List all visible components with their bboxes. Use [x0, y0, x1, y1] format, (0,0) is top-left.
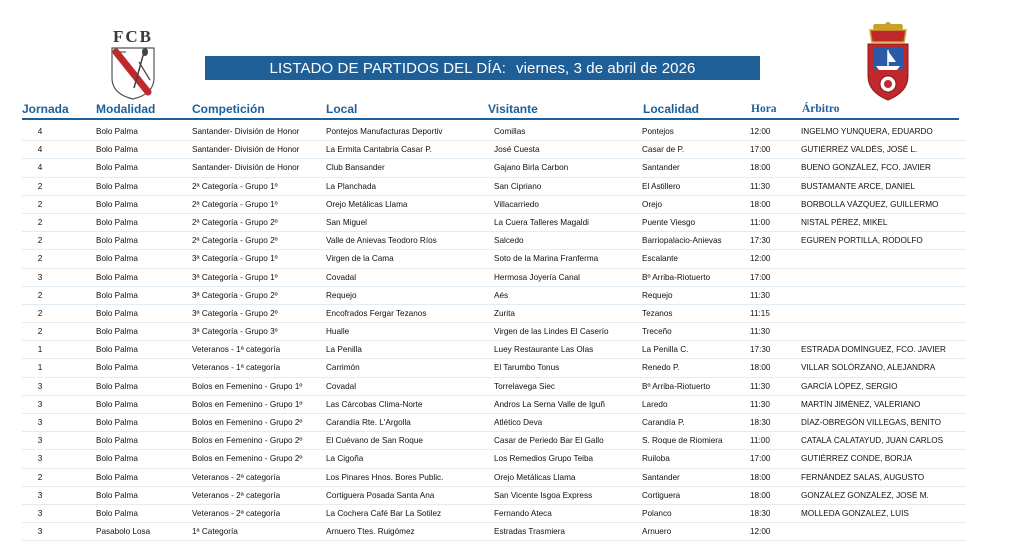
cell-local: Las Cárcobas Clima-Norte	[326, 399, 423, 409]
cell-jornada: 2	[37, 181, 43, 191]
cell-jornada: 3	[37, 508, 43, 518]
cell-competicion: 3ª Categoría - Grupo 3º	[192, 327, 278, 337]
cell-jornada: 3	[37, 454, 43, 464]
cell-competicion: Veteranos - 2ª categoría	[192, 472, 281, 482]
table-row	[22, 396, 966, 414]
cell-local: Pontejos Manufacturas Deportiv	[326, 127, 443, 136]
cell-arbitro: BUENO GONZÁLEZ, FCO. JAVIER	[801, 163, 931, 173]
cell-arbitro: BUSTAMANTE ARCE, DANIEL	[801, 181, 916, 191]
cell-local: La Ermita Cantabria Casar P.	[326, 145, 432, 155]
table-row	[22, 359, 966, 377]
cell-localidad: Escalante	[642, 254, 678, 264]
cell-competicion: Veteranos - 2ª categoría	[192, 508, 281, 518]
cell-arbitro: GUTIÉRREZ VALDÉS, JOSÉ L.	[801, 145, 918, 155]
cell-competicion: Santander- División de Honor	[192, 145, 300, 155]
cell-visitante: Villacarriedo	[494, 199, 539, 209]
cell-localidad: Carandía P.	[642, 418, 685, 427]
cell-arbitro: NISTAL PÉREZ, MIKEL	[801, 217, 888, 227]
cell-visitante: Zurita	[494, 308, 515, 318]
cell-hora: 12:00	[750, 127, 771, 136]
table-row	[22, 287, 966, 305]
cell-local: Valle de Anievas Teodoro Ríos	[326, 236, 437, 246]
cell-hora: 17:00	[750, 454, 771, 464]
cell-local: San Miguel	[326, 217, 367, 227]
cell-local: Carandía Rte. L'Argolla	[326, 418, 411, 427]
table-row	[22, 178, 966, 196]
cell-local: La Cochera Café Bar La Sotilez	[326, 508, 442, 518]
cell-localidad: Pontejos	[642, 127, 674, 136]
cell-jornada: 3	[37, 399, 43, 409]
cell-local: Cortiguera Posada Santa Ana	[326, 490, 435, 500]
cell-hora: 11:00	[750, 436, 770, 446]
cell-visitante: Orejo Metálicas Llama	[494, 472, 576, 482]
cell-arbitro: GARCÍA LÓPEZ, SERGIO	[801, 381, 898, 391]
cell-local: Covadal	[326, 272, 357, 282]
cell-modalidad: Bolo Palma	[96, 490, 138, 500]
table-row	[22, 232, 966, 250]
cell-modalidad: Bolo Palma	[96, 217, 138, 227]
cell-jornada: 3	[37, 527, 43, 537]
cell-arbitro: MOLLEDA GONZALEZ, LUIS	[801, 508, 909, 518]
col-header-localidad: Localidad	[643, 102, 700, 116]
table-row	[22, 414, 966, 432]
cell-local: Hualle	[326, 327, 350, 337]
col-header-competicion: Competición	[192, 102, 265, 116]
cell-localidad: Requejo	[642, 290, 673, 300]
cell-localidad: Arnuero	[642, 527, 672, 537]
cell-local: La Cigoña	[326, 454, 364, 464]
cell-modalidad: Bolo Palma	[96, 399, 138, 409]
fcb-logo	[104, 22, 162, 100]
cell-modalidad: Bolo Palma	[96, 508, 138, 518]
cell-competicion: Bolos en Femenino - Grupo 1º	[192, 381, 303, 391]
cell-hora: 12:00	[750, 527, 771, 537]
cell-jornada: 1	[37, 363, 43, 373]
table-row	[22, 305, 966, 323]
cell-visitante: Salcedo	[494, 236, 524, 246]
cell-visitante: Casar de Periedo Bar El Gallo	[494, 436, 604, 446]
cell-hora: 17:00	[750, 145, 771, 155]
cell-hora: 11:30	[750, 399, 770, 409]
cell-local: Carrimón	[326, 363, 360, 373]
table-row	[22, 487, 966, 505]
cell-localidad: Ruiloba	[642, 454, 670, 464]
cell-jornada: 2	[37, 199, 43, 209]
cell-modalidad: Bolo Palma	[96, 163, 138, 173]
cell-localidad: Barriopalacio-Anievas	[642, 236, 722, 246]
cell-visitante: Luey Restaurante Las Olas	[494, 345, 594, 355]
cell-hora: 18:00	[750, 363, 771, 373]
cell-visitante: Torrelavega Siec	[494, 381, 555, 391]
cell-visitante: San Cipriano	[494, 181, 542, 191]
cell-modalidad: Bolo Palma	[96, 127, 138, 136]
cell-localidad: Polanco	[642, 508, 672, 518]
cell-visitante: Estradas Trasmiera	[494, 527, 565, 537]
cell-visitante: El Tarumbo Tonus	[494, 363, 560, 373]
cell-modalidad: Bolo Palma	[96, 363, 138, 373]
cell-jornada: 4	[37, 163, 43, 173]
cell-modalidad: Bolo Palma	[96, 254, 138, 264]
cell-modalidad: Bolo Palma	[96, 236, 138, 246]
cell-hora: 18:00	[750, 490, 771, 500]
cell-local: La Planchada	[326, 181, 377, 191]
cell-visitante: Hermosa Joyería Canal	[494, 272, 581, 282]
cell-modalidad: Bolo Palma	[96, 290, 138, 300]
cell-modalidad: Bolo Palma	[96, 436, 138, 446]
cell-modalidad: Bolo Palma	[96, 454, 138, 464]
cell-jornada: 2	[37, 327, 43, 337]
cell-jornada: 1	[37, 345, 43, 355]
table-row	[22, 196, 966, 214]
col-header-hora: Hora	[751, 103, 777, 115]
cell-hora: 11:30	[750, 327, 770, 337]
cell-local: Encofrados Fergar Tezanos	[326, 308, 427, 318]
table-row	[22, 505, 966, 523]
cell-local: La Penilla	[326, 345, 362, 355]
cell-hora: 11:30	[750, 381, 770, 391]
cell-visitante: Comillas	[494, 127, 526, 136]
table-row	[22, 214, 966, 232]
cell-visitante: Soto de la Marina Franferma	[494, 254, 599, 264]
cell-competicion: Santander- División de Honor	[192, 127, 300, 136]
cell-localidad: Laredo	[642, 399, 668, 409]
cell-arbitro: GONZÁLEZ GONZÁLEZ, JOSÉ M.	[801, 490, 929, 500]
cell-hora: 18:00	[750, 472, 771, 482]
title-banner	[205, 56, 760, 80]
cell-visitante: Andros La Serna Valle de Iguñ	[494, 399, 605, 409]
cell-localidad: Puente Viesgo	[642, 217, 696, 227]
cell-local: El Cuévano de San Roque	[326, 436, 423, 446]
cell-local: Orejo Metálicas Llama	[326, 199, 408, 209]
cell-localidad: Santander	[642, 472, 680, 482]
table-row	[22, 123, 966, 141]
table-row	[22, 269, 966, 287]
col-header-arbitro: Árbitro	[802, 103, 840, 115]
cell-modalidad: Bolo Palma	[96, 472, 138, 482]
cell-jornada: 2	[37, 472, 43, 482]
cell-hora: 18:30	[750, 508, 771, 518]
col-header-modalidad: Modalidad	[96, 102, 156, 116]
title-label: LISTADO DE PARTIDOS DEL DÍA:	[269, 59, 506, 77]
cell-localidad: Bº Arriba-Riotuerto	[642, 381, 711, 391]
table-row	[22, 450, 966, 468]
header-divider	[22, 118, 959, 120]
cell-hora: 11:30	[750, 181, 770, 191]
cell-local: Club Bansander	[326, 163, 385, 173]
cell-localidad: Orejo	[642, 199, 663, 209]
cell-visitante: Virgen de las Lindes El Caserío	[494, 327, 609, 337]
cell-competicion: Bolos en Femenino - Grupo 2º	[192, 418, 303, 427]
cell-hora: 18:00	[750, 199, 771, 209]
cell-modalidad: Bolo Palma	[96, 181, 138, 191]
cell-local: Virgen de la Cama	[326, 254, 394, 264]
cell-competicion: 3ª Categoría - Grupo 1º	[192, 254, 278, 264]
cell-jornada: 4	[37, 145, 43, 155]
col-header-jornada: Jornada	[22, 102, 69, 116]
cell-modalidad: Bolo Palma	[96, 381, 138, 391]
cell-competicion: 3ª Categoría - Grupo 1º	[192, 272, 278, 282]
cell-localidad: Bº Arriba-Riotuerto	[642, 272, 711, 282]
cell-modalidad: Bolo Palma	[96, 145, 138, 155]
cell-hora: 18:30	[750, 418, 771, 427]
cell-jornada: 3	[37, 490, 43, 500]
cell-localidad: Treceño	[642, 327, 672, 337]
cell-hora: 11:30	[750, 290, 770, 300]
cell-jornada: 2	[37, 308, 43, 318]
cell-hora: 12:00	[750, 254, 771, 264]
cell-arbitro: VILLAR SOLÓRZANO, ALEJANDRA	[801, 363, 936, 373]
matches-table	[22, 123, 966, 541]
cell-localidad: Casar de P.	[642, 145, 685, 155]
cell-jornada: 2	[37, 254, 43, 264]
cell-jornada: 2	[37, 290, 43, 300]
cell-arbitro: EGUREN PORTILLA, RODOLFO	[801, 236, 923, 246]
cell-hora: 17:00	[750, 272, 771, 282]
cell-jornada: 4	[37, 127, 43, 136]
cell-modalidad: Pasabolo Losa	[96, 527, 151, 537]
cell-hora: 11:15	[750, 308, 770, 318]
cell-competicion: 2ª Categoría - Grupo 2º	[192, 236, 278, 246]
table-row	[22, 469, 966, 487]
cell-localidad: Santander	[642, 163, 680, 173]
cell-jornada: 3	[37, 436, 43, 446]
cell-hora: 17:30	[750, 236, 771, 246]
cell-jornada: 3	[37, 272, 43, 282]
cell-modalidad: Bolo Palma	[96, 327, 138, 337]
cell-competicion: Santander- División de Honor	[192, 163, 300, 173]
cell-competicion: 2ª Categoría - Grupo 1º	[192, 199, 278, 209]
cell-localidad: Renedo P.	[642, 363, 680, 373]
table-row	[22, 159, 966, 177]
col-header-visitante: Visitante	[488, 102, 538, 116]
cell-local: Arnuero Ttes. Ruigómez	[326, 527, 415, 537]
cell-modalidad: Bolo Palma	[96, 308, 138, 318]
svg-text:FCB: FCB	[113, 27, 153, 46]
coat-of-arms-logo	[862, 22, 914, 104]
cell-local: Los Pinares Hnos. Bores Public.	[326, 472, 444, 482]
cell-local: Requejo	[326, 290, 357, 300]
cell-arbitro: FERNÁNDEZ SALAS, AUGUSTO	[801, 472, 925, 482]
table-row	[22, 250, 966, 268]
cell-visitante: Gajano Birla Carbon	[494, 163, 569, 173]
cell-arbitro: GUTIÉRREZ CONDE, BORJA	[801, 454, 912, 464]
title-date: viernes, 3 de abril de 2026	[515, 59, 696, 77]
cell-localidad: El Astillero	[642, 181, 681, 191]
cell-arbitro: BORBOLLA VÁZQUEZ, GUILLERMO	[801, 199, 939, 209]
cell-competicion: Bolos en Femenino - Grupo 2º	[192, 454, 303, 464]
cell-competicion: Veteranos - 1ª categoría	[192, 345, 281, 355]
cell-jornada: 3	[37, 418, 43, 427]
cell-visitante: Atlético Deva	[494, 418, 543, 427]
cell-jornada: 2	[37, 236, 43, 246]
cell-jornada: 2	[37, 217, 43, 227]
cell-visitante: Los Remedios Grupo Teiba	[494, 454, 594, 464]
table-row	[22, 523, 966, 541]
cell-visitante: José Cuesta	[494, 145, 540, 155]
cell-hora: 17:30	[750, 345, 771, 355]
cell-localidad: Tezanos	[642, 308, 673, 318]
cell-visitante: Aés	[494, 290, 509, 300]
cell-hora: 11:00	[750, 217, 770, 227]
table-row	[22, 341, 966, 359]
cell-arbitro: MARTÍN JIMÉNEZ, VALERIANO	[801, 399, 921, 409]
cell-visitante: San Vicente Isgoa Express	[494, 490, 593, 500]
cell-competicion: 2ª Categoría - Grupo 1º	[192, 181, 278, 191]
table-row	[22, 141, 966, 159]
cell-competicion: Veteranos - 1ª categoría	[192, 363, 281, 373]
cell-competicion: 3ª Categoría - Grupo 2º	[192, 308, 278, 318]
cell-visitante: La Cuera Talleres Magaldi	[494, 217, 589, 227]
cell-modalidad: Bolo Palma	[96, 345, 138, 355]
table-row	[22, 378, 966, 396]
cell-arbitro: DÍAZ-OBREGÓN VILLEGAS, BENITO	[801, 418, 941, 427]
cell-modalidad: Bolo Palma	[96, 272, 138, 282]
cell-competicion: 2ª Categoría - Grupo 2º	[192, 217, 278, 227]
cell-competicion: Veteranos - 2ª categoría	[192, 490, 281, 500]
cell-competicion: Bolos en Femenino - Grupo 1º	[192, 399, 303, 409]
cell-local: Covadal	[326, 381, 357, 391]
cell-localidad: S. Roque de Riomiera	[642, 436, 723, 446]
cell-competicion: 3ª Categoría - Grupo 2º	[192, 290, 278, 300]
cell-localidad: La Penilla C.	[642, 345, 689, 355]
table-row	[22, 323, 966, 341]
table-row	[22, 432, 966, 450]
col-header-local: Local	[326, 102, 358, 116]
cell-jornada: 3	[37, 381, 43, 391]
cell-arbitro: INGELMO YUNQUERA, EDUARDO	[801, 127, 933, 136]
cell-visitante: Fernando Ateca	[494, 508, 552, 518]
cell-modalidad: Bolo Palma	[96, 199, 138, 209]
cell-arbitro: CATALÁ CALATAYUD, JUAN CARLOS	[801, 436, 944, 446]
cell-competicion: 1ª Categoría	[192, 527, 238, 537]
cell-arbitro: ESTRADA DOMÍNGUEZ, FCO. JAVIER	[801, 345, 946, 355]
cell-localidad: Cortiguera	[642, 490, 681, 500]
cell-hora: 18:00	[750, 163, 771, 173]
cell-modalidad: Bolo Palma	[96, 418, 138, 427]
cell-competicion: Bolos en Femenino - Grupo 2º	[192, 436, 303, 446]
